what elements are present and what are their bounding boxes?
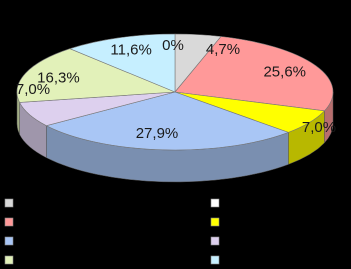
legend-swatch-0 <box>5 199 13 207</box>
legend-swatch-2 <box>5 237 13 245</box>
pie-label-7: 11,6% <box>110 41 152 59</box>
pie-label-2: 25,6% <box>263 63 307 81</box>
pie-label-5: 7,0% <box>15 81 51 98</box>
legend-swatch-6 <box>211 237 219 245</box>
legend-swatch-5 <box>211 218 219 226</box>
legend-swatch-3 <box>5 256 13 264</box>
legend-swatch-4 <box>211 199 219 207</box>
pie-label-3: 7,0% <box>301 119 337 136</box>
legend-swatch-7 <box>211 256 219 264</box>
pie-label-0: 0% <box>162 37 184 54</box>
legend-swatch-1 <box>5 218 13 226</box>
pie-label-1: 4,7% <box>205 41 241 58</box>
pie-label-4: 27,9% <box>135 125 179 142</box>
legend <box>5 199 219 264</box>
pie-label-6: 16,3% <box>37 69 80 87</box>
